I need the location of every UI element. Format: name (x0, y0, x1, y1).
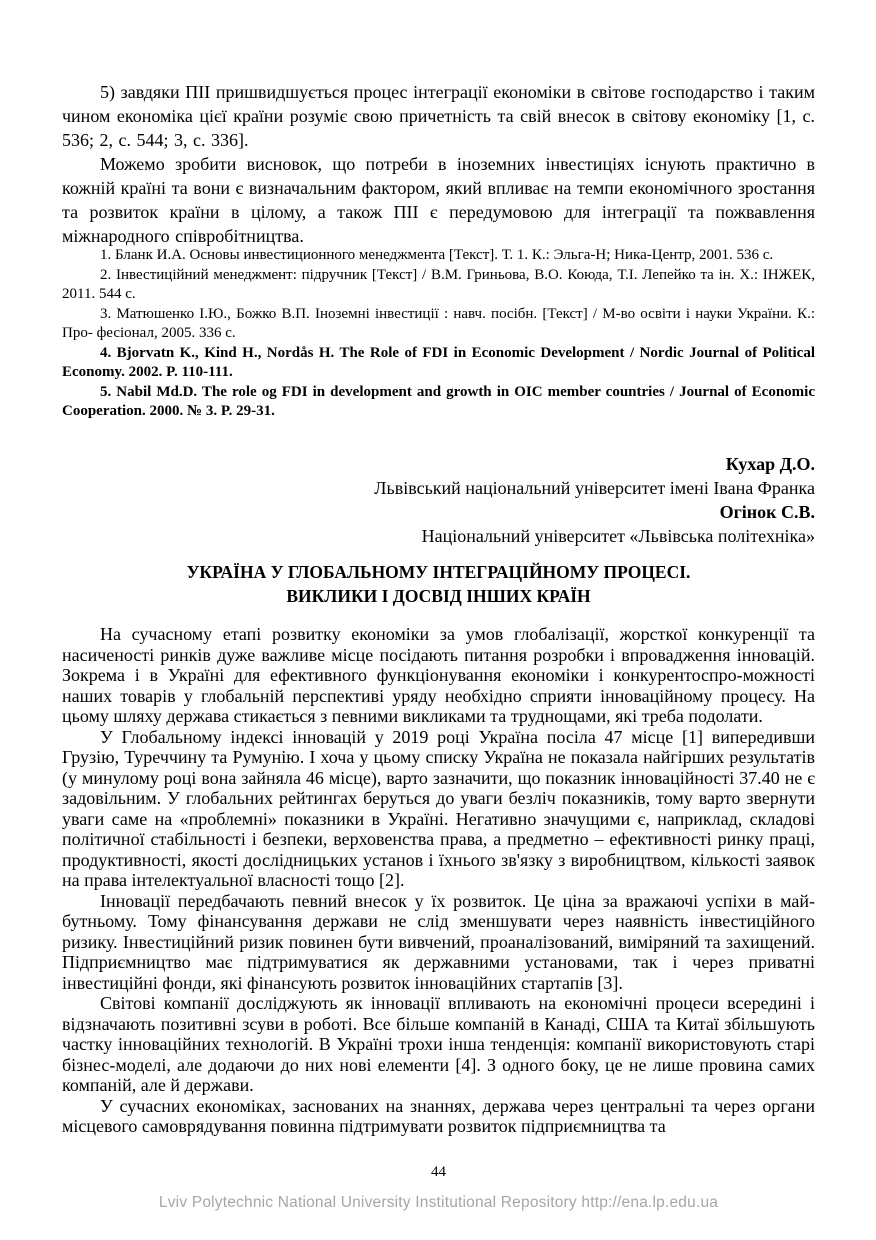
intro-section (62, 80, 815, 248)
repository-watermark: Lviv Polytechnic National University Institutional Repository http://ena.lp.edu.ua (158, 1194, 719, 1211)
page-number: 44 (431, 1164, 446, 1180)
body-paragraph: На сучасному етапі розвитку економіки за умов глобалізації, жорсткої конкуренції та насиченості ринків дуже важливе місце посідають питання розробки і впровадження інновацій. Зокрема і в Україні для ефективного функціонування економіки і конкурентоспро-можності наших товарів у глобальній перспективі уряду необхідно сприяти інноваційному процесу. На цьому шляху держава стикається з певними викликами та труднощами, які треба подолати. (62, 624, 815, 726)
author-name: Кухар Д.О. (725, 454, 815, 474)
references-section (62, 246, 815, 422)
article-title-line: УКРАЇНА У ГЛОБАЛЬНОМУ ІНТЕГРАЦІЙНОМУ ПРОЦЕСІ. (186, 562, 691, 582)
article-body (62, 624, 815, 1137)
author-name: Огінок С.В. (719, 502, 815, 522)
authors-section (62, 452, 815, 548)
reference-item: 3. Матюшенко І.Ю., Божко В.П. Іноземні інвестиції : навч. посібн. [Текст] / М-во освіти і науки України. К.: Про- фесіонал, 2005. 336 с. (62, 305, 815, 341)
body-paragraph: Інновації передбачають певний внесок у їх розвиток. Це ціна за вражаючі успіхи в май-бутньому. Тому фінансування держави не слід зменшувати через наявність інвестиційного ризику. Інвестиційний ризик повинен бути вивчений, проаналізований, виміряний та захищений. Підприємництво має підтримуватися як державними установами, так і через приватні інвестиційні фонди, які фінансують розвиток інноваційних стартапів [3]. (62, 890, 815, 993)
reference-item: 4. Bjorvatn K., Kind H., Nordås H. The Role of FDI in Economic Development / Nordic Journal of Political Economy. 2002. P. 110-111. (62, 344, 815, 380)
author-affiliation: Львівський національний університет імені Івана Франка (374, 478, 815, 498)
body-paragraph: У Глобальному індексі інновацій у 2019 році Україна посіла 47 місце [1] випередивши Грузію, Туреччину та Румунію. І хоча у цьому списку Україна не показала найгірших результатів (у минулому році вона зайняла 46 місце), варто зазначити, що показник інноваційності 37.40 не є задовільним. У глобальних рейтингах беруться до уваги безліч показників, тому варто звернути уваги саме на «проблемні» показники в Україні. Негативно значущими є, наприклад, складові політичної стабільності і безпеки, верховенства права, а предметно – ефективності ринку праці, продуктивності, якості дослідницьких установ і їхнього зв'язку з виробництвом, кількості заявок на права інтелектуальної власності тощо [2]. (62, 726, 815, 890)
intro-paragraph: Можемо зробити висновок, що потреби в іноземних інвестиціях існують практично в кожній країні та вони є визначальним фактором, який впливає на темпи економічного зростання та розвиток країни в цілому, а також ПІІ є передумовою для інтеграції та пожвавлення міжнародного співробітництва. (62, 154, 815, 246)
article-title-line: ВИКЛИКИ І ДОСВІД ІНШИХ КРАЇН (286, 586, 591, 606)
reference-item: 5. Nabil Md.D. The role og FDI in development and growth in OIC member countries / Journal of Economic Cooperation. 2000. № 3. P. 29-31. (62, 383, 815, 419)
reference-item: 1. Бланк И.А. Основы инвестиционного менеджмента [Текст]. Т. 1. К.: Эльга-Н; Ника-Центр, 2001. 536 с. (100, 247, 774, 263)
body-paragraph: Світові компанії досліджують як інновації впливають на економічні процеси всередині і відзначають позитивні зсуви в роботі. Все більше компаній в Канаді, США та Китаї збільшують частку інноваційних технологій. В Україні трохи інша тенденція: компанії використовують старі бізнес-моделі, але додаючи до них нові елементи [4]. З одного боку, це не лише провина самих компаній, але й держави. (62, 993, 815, 1095)
body-paragraph: У сучасних економіках, заснованих на знаннях, держава через центральні та через органи місцевого самоврядування повинна підтримувати розвиток підприємництва та (62, 1095, 815, 1136)
author-affiliation: Національний університет «Львівська політехніка» (421, 526, 815, 546)
article-title (62, 560, 815, 608)
intro-paragraph: 5) завдяки ПІІ пришвидшується процес інтеграції економіки в світове господарство і таким чином економіка цієї країни розуміє свою причетність та свій внесок в світову економіку [1, с. 536; 2, с. 544; 3, с. 336]. (62, 82, 815, 150)
reference-item: 2. Інвестиційний менеджмент: підручник [Текст] / В.М. Гриньова, В.О. Коюда, Т.І. Лепейко та ін. Х.: ІНЖЕК, 2011. 544 с. (62, 266, 815, 302)
